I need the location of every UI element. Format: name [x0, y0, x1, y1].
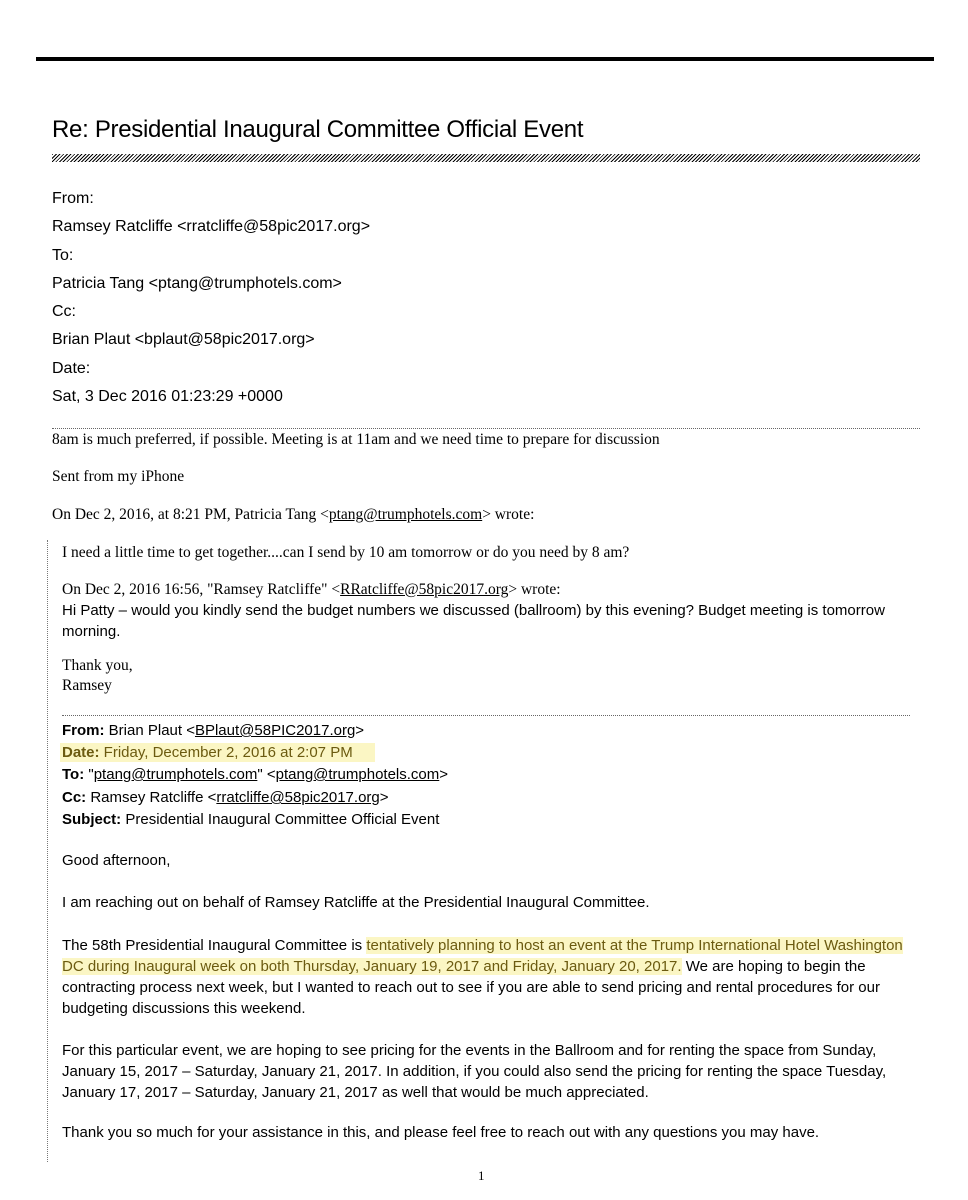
ptang-email-link-2[interactable]: ptang@trumphotels.com [275, 766, 440, 783]
paragraph-1: I am reaching out on behalf of Ramsey Ratcliffe at the Presidential Inaugural Committee. [62, 894, 650, 911]
from-label: From: [52, 190, 94, 207]
ptang-email-link[interactable]: ptang@trumphotels.com [328, 506, 483, 523]
email-subject-title: Re: Presidential Inaugural Committee Official Event [52, 116, 584, 143]
hatch-divider [52, 154, 920, 162]
quoted-body-2: Hi Patty – would you kindly send the budget numbers we discussed (ballroom) by this evening? Budget meeting is tomorrow morning. [62, 602, 885, 640]
rratcliffe-email-link[interactable]: RRatcliffe@58pic2017.org [340, 581, 509, 598]
reply-signature: Sent from my iPhone [52, 468, 185, 485]
original-to: To: "ptang@trumphotels.com" <ptang@trumphotels.com> [62, 766, 449, 783]
bplaut-email-link[interactable]: BPlaut@58PIC2017.org [194, 722, 356, 739]
quoted-attribution: On Dec 2, 2016 16:56, "Ramsey Ratcliffe" <RRatcliffe@58pic2017.org> wrote: [62, 581, 561, 598]
cc-label: Cc: [52, 303, 76, 321]
quoted-name: Ramsey [62, 677, 112, 694]
greeting: Good afternoon, [62, 852, 171, 869]
ptang-email-link-1[interactable]: ptang@trumphotels.com [93, 766, 258, 783]
highlighted-text: tentatively planning to host an event at the Trump International Hotel Washington DC during Inaugural week on both Thursday, January 19, 2017 and Friday, January 20, 2017. [62, 937, 903, 975]
email-header [52, 185, 370, 411]
from-value: Ramsey Ratcliffe <rratcliffe@58pic2017.org> [52, 218, 371, 236]
quoted-separator [62, 715, 910, 716]
paragraph-3: For this particular event, we are hoping to see pricing for the events in the Ballroom and for renting the space from Sunday, January 15, 2017 – Saturday, January 21, 2017. In addition, if you could also send the pricing for renting the space Tuesday, January 17, 2017 – Saturday, January 21, 2017 as well that would be much appreciated. [62, 1042, 887, 1101]
quoted-closing: Thank you, [62, 657, 133, 674]
paragraph-4: Thank you so much for your assistance in this, and please feel free to reach out with any questions you may have. [62, 1124, 820, 1141]
top-rule [36, 57, 934, 61]
date-label: Date: [52, 359, 91, 377]
reply-body: 8am is much preferred, if possible. Meeting is at 11am and we need time to prepare for discussion [52, 431, 660, 448]
original-from: From: Brian Plaut <BPlaut@58PIC2017.org> [62, 722, 365, 739]
date-value: Sat, 3 Dec 2016 01:23:29 +0000 [52, 388, 283, 406]
to-label: To: [52, 246, 74, 264]
quoted-body: I need a little time to get together....can I send by 10 am tomorrow or do you need by 8 am? [62, 544, 630, 561]
original-cc: Cc: Ramsey Ratcliffe <rratcliffe@58pic2017.org> [62, 789, 389, 806]
rratcliffe-cc-email-link[interactable]: rratcliffe@58pic2017.org [216, 789, 380, 806]
reply-attribution: On Dec 2, 2016, at 8:21 PM, Patricia Tang <ptang@trumphotels.com> wrote: [52, 506, 535, 523]
cc-value: Brian Plaut <bplaut@58pic2017.org> [52, 331, 315, 349]
page-number: 1 [478, 1168, 485, 1183]
header-separator [52, 428, 920, 429]
to-value: Patricia Tang <ptang@trumphotels.com> [52, 274, 342, 292]
original-date: Date: Friday, December 2, 2016 at 2:07 PM [60, 743, 375, 762]
original-subject: Subject: Presidential Inaugural Committee Official Event [62, 811, 440, 828]
quote-bar [47, 540, 48, 1162]
paragraph-2: The 58th Presidential Inaugural Committee is tentatively planning to host an event at the Trump International Hotel Washington DC during Inaugural week on both Thursday, January 19, 2017 and Friday, January 20, 2017. We are hoping to begin the contracting process next week, but I wanted to reach out to see if you are able to send pricing and rental procedures for our budgeting discussions this weekend. [62, 937, 903, 1017]
